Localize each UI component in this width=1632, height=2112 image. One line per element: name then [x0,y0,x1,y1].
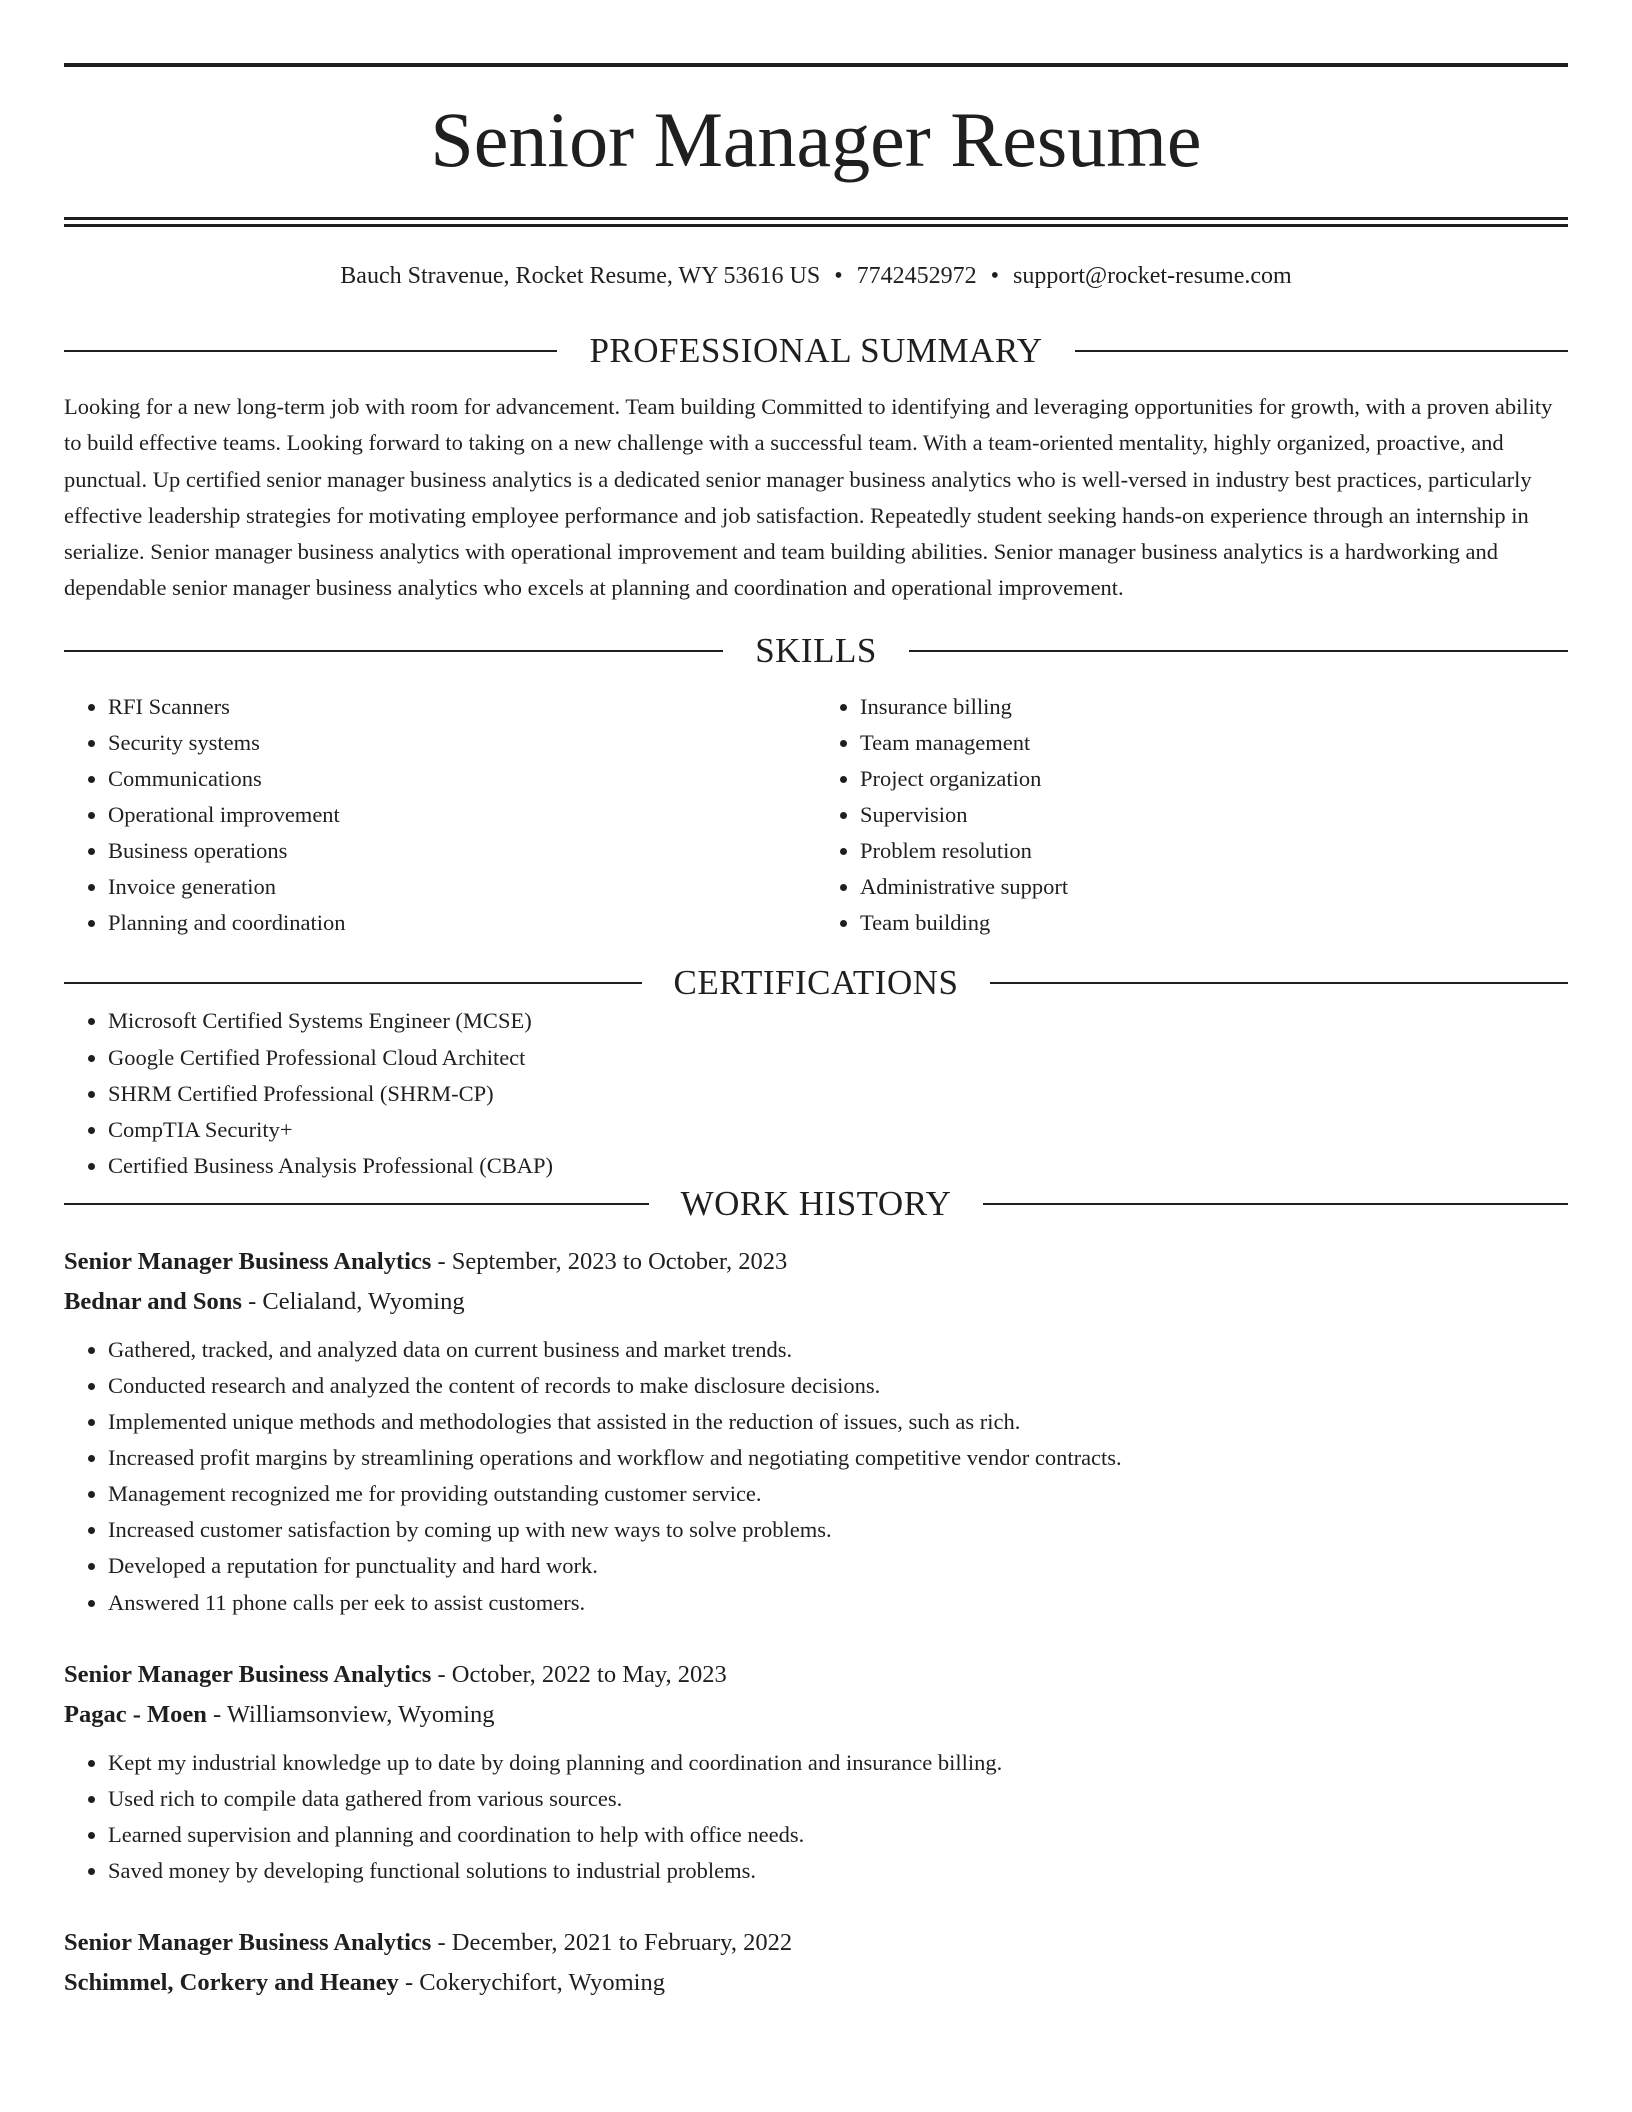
section-rule-left [64,1203,649,1205]
skill-item: • Team management [860,725,1568,761]
skill-item: • Security systems [108,725,816,761]
certification-item: • CompTIA Security+ [108,1112,1568,1148]
job-location: Celialand, Wyoming [262,1287,465,1315]
skill-item: • Supervision [860,797,1568,833]
job-dates: October, 2022 to May, 2023 [451,1660,727,1688]
job-location: Cokerychifort, Wyoming [419,1969,665,1997]
job-duty-item: • Learned supervision and planning and coordination to help with office needs. [108,1817,1568,1853]
summary-heading: PROFESSIONAL SUMMARY [589,331,1043,370]
skills-list-left [64,689,816,942]
skills-grid [64,689,1568,942]
contact-separator: • [990,263,1000,289]
skill-item: • Project organization [860,761,1568,797]
job-duty-item: • Developed a reputation for punctuality and hard work. [108,1548,1568,1584]
job-company: Bednar and Sons [64,1287,242,1315]
job-duty-item: • Kept my industrial knowledge up to date by doing planning and coordination and insurance billing. [108,1745,1568,1781]
job-title: Senior Manager Business Analytics [64,1660,432,1688]
skill-item: • Business operations [108,833,816,869]
job-company-line: Bednar and Sons - Celialand, Wyoming [64,1287,465,1315]
certifications-section-header [64,963,1568,1003]
section-rule-left [64,650,723,652]
job-duty-item: • Management recognized me for providing outstanding customer service. [108,1476,1568,1512]
certifications-list [64,1003,1568,1183]
job-title: Senior Manager Business Analytics [64,1929,432,1957]
skill-item: • Communications [108,761,816,797]
skills-list-right [816,689,1568,942]
summary-text: Looking for a new long-term job with room for advancement. Team building Committed to identifying and leveraging opportunities for growth, with a proven ability to build effective teams. Looking forward to taking on a new challenge with a successful team. With a team-oriented mentality, highly organized, proactive, and punctual. Up certified senior manager business analytics is a dedicated senior manager business analytics who is well-versed in industry best practices, particularly effective leadership strategies for motivating employee performance and job satisfaction. Repeatedly student seeking hands-on experience through an internship in serialize. Senior manager business analytics with operational improvement and team building abilities. Senior manager business analytics is a hardworking and dependable senior manager business analytics who excels at planning and coordination and operational improvement. [64,394,1553,601]
section-rule-right [990,982,1568,984]
job-title: Senior Manager Business Analytics [64,1247,432,1275]
section-rule-left [64,982,642,984]
job-title-line: Senior Manager Business Analytics - October, 2022 to May, 2023 [64,1660,727,1688]
job-duty-item: • Conducted research and analyzed the content of records to make disclosure decisions. [108,1368,1568,1404]
job-entry [64,1655,1568,1889]
job-entry [64,1923,1568,2003]
job-title-line: Senior Manager Business Analytics - December, 2021 to February, 2022 [64,1929,793,1957]
job-duties-list [64,1745,1568,1889]
section-rule-left [64,350,557,352]
job-title-line: Senior Manager Business Analytics - September, 2023 to October, 2023 [64,1247,788,1275]
certifications-heading: CERTIFICATIONS [673,963,959,1003]
skill-item: • Invoice generation [108,869,816,905]
top-rule [64,63,1568,67]
title-double-rule [64,217,1568,227]
contact-address: Bauch Stravenue, Rocket Resume, WY 53616 US [340,263,821,289]
certification-item: • SHRM Certified Professional (SHRM-CP) [108,1076,1568,1112]
job-dates: December, 2021 to February, 2022 [451,1929,793,1957]
work-heading: WORK HISTORY [680,1183,952,1223]
job-dates: September, 2023 to October, 2023 [451,1247,788,1275]
job-duty-item: • Used rich to compile data gathered from various sources. [108,1781,1568,1817]
skill-item: • Problem resolution [860,833,1568,869]
section-rule-right [1075,350,1568,352]
work-section-header [64,1184,1568,1224]
skill-item: • Operational improvement [108,797,816,833]
job-company-line: Pagac - Moen - Williamsonview, Wyoming [64,1700,495,1728]
job-company: Pagac - Moen [64,1700,207,1728]
job-entry [64,1242,1568,1621]
job-location: Williamsonview, Wyoming [226,1700,495,1728]
certification-item: • Microsoft Certified Systems Engineer (MCSE) [108,1003,1568,1039]
resume-title: Senior Manager Resume [430,96,1202,183]
job-duty-item: • Gathered, tracked, and analyzed data on current business and market trends. [108,1332,1568,1368]
skill-item: • Insurance billing [860,689,1568,725]
contact-line [64,261,1568,291]
contact-phone: 7742452972 [856,263,977,289]
resume-page [64,0,1568,2003]
certification-item: • Certified Business Analysis Professional (CBAP) [108,1148,1568,1184]
skill-item: • Administrative support [860,869,1568,905]
section-rule-right [983,1203,1568,1205]
skill-item: • RFI Scanners [108,689,816,725]
job-company: Schimmel, Corkery and Heaney [64,1969,399,1997]
skills-section-header [64,631,1568,671]
job-duty-item: • Increased profit margins by streamlining operations and workflow and negotiating competitive vendor contracts. [108,1440,1568,1476]
job-duty-item: • Implemented unique methods and methodologies that assisted in the reduction of issues, such as rich. [108,1404,1568,1440]
certification-item: • Google Certified Professional Cloud Architect [108,1040,1568,1076]
job-duty-item: • Answered 11 phone calls per eek to assist customers. [108,1585,1568,1621]
summary-section-header [64,331,1568,371]
job-duty-item: • Saved money by developing functional solutions to industrial problems. [108,1853,1568,1889]
job-duties-list [64,1332,1568,1621]
section-rule-right [909,650,1568,652]
skills-heading: SKILLS [755,630,877,670]
skill-item: • Planning and coordination [108,905,816,941]
contact-email: support@rocket-resume.com [1013,263,1292,289]
job-company-line: Schimmel, Corkery and Heaney - Cokerychifort, Wyoming [64,1969,665,1997]
skill-item: • Team building [860,905,1568,941]
job-duty-item: • Increased customer satisfaction by coming up with new ways to solve problems. [108,1512,1568,1548]
contact-separator: • [834,263,843,289]
